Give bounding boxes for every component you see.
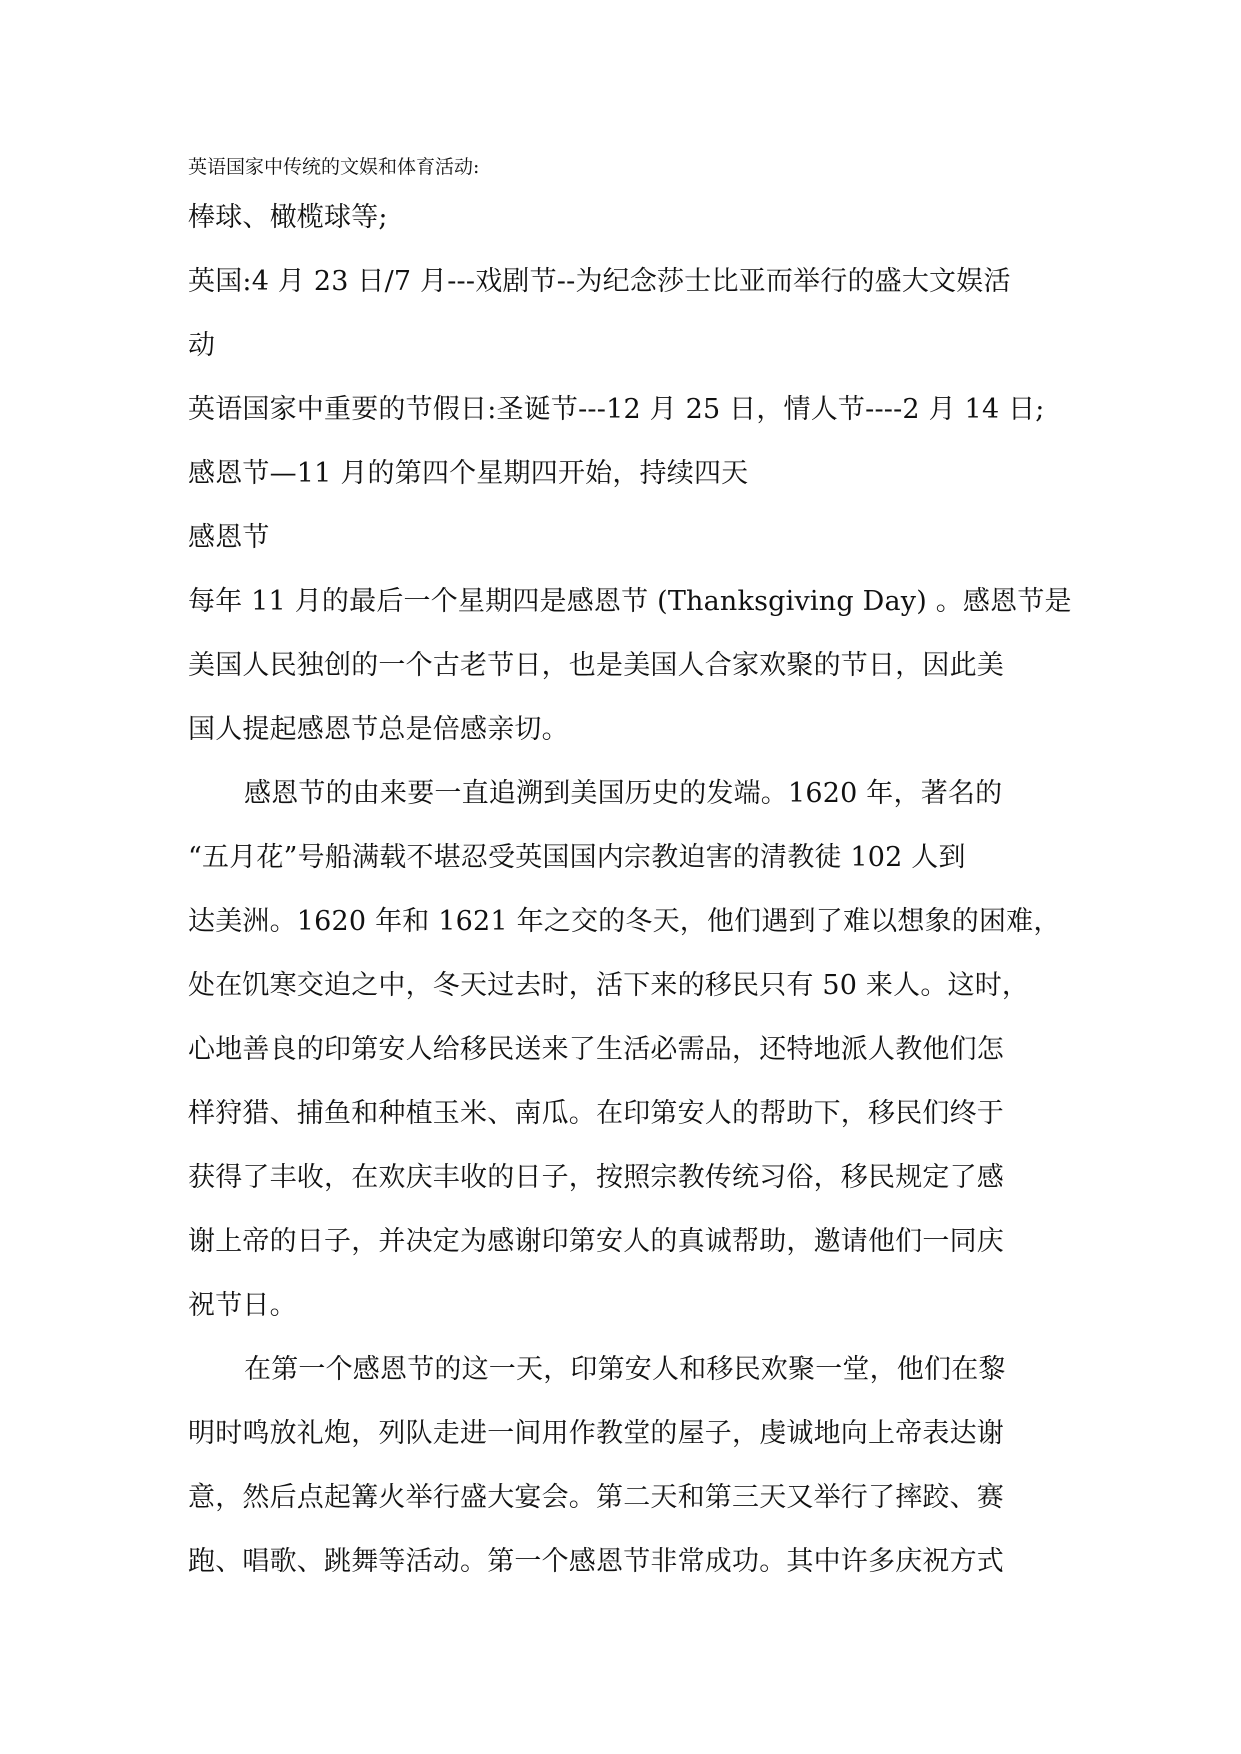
text-line: 获得了丰收，在欢庆丰收的日子，按照宗教传统习俗，移民规定了感 [188,1162,1004,1193]
paragraph-first-line: 在第一个感恩节的这一天，印第安人和移民欢聚一堂，他们在黎 [244,1354,1006,1385]
text-line: 意，然后点起篝火举行盛大宴会。第二天和第三天又举行了摔跤、赛 [188,1482,1004,1513]
text-line: 英语国家中重要的节假日:圣诞节---12 月 25 日，情人节----2 月 14 日; [188,394,1045,425]
paragraph-first-line: 感恩节的由来要一直追溯到美国历史的发端。1620 年，著名的 [244,778,1003,809]
text-line: 处在饥寒交迫之中，冬天过去时，活下来的移民只有 50 来人。这时， [188,970,1030,1001]
text-line: 样狩猎、捕鱼和种植玉米、南瓜。在印第安人的帮助下，移民们终于 [188,1098,1004,1129]
text-line: 每年 11 月的最后一个星期四是感恩节 (Thanksgiving Day) 。感恩节是 [188,586,1072,617]
text-line: 达美洲。1620 年和 1621 年之交的冬天，他们遇到了难以想象的困难， [188,906,1061,937]
text-line: “五月花”号船满载不堪忍受英国国内宗教迫害的清教徒 102 人到 [188,842,966,873]
text-line: 祝节日。 [188,1290,297,1321]
text-line: 英国:4 月 23 日/7 月---戏剧节--为纪念莎士比亚而举行的盛大文娱活 [188,266,1011,297]
text-line: 国人提起感恩节总是倍感亲切。 [188,714,569,745]
subheading-thanksgiving: 感恩节 [188,522,270,553]
section-heading: 英语国家中传统的文娱和体育活动: [188,156,480,178]
text-line: 动 [188,330,216,361]
text-line: 心地善良的印第安人给移民送来了生活必需品，还特地派人教他们怎 [188,1034,1004,1065]
document-body [188,148,1072,1594]
text-line: 棒球、橄榄球等; [188,202,388,233]
text-line: 谢上帝的日子，并决定为感谢印第安人的真诚帮助，邀请他们一同庆 [188,1226,1004,1257]
text-line: 跑、唱歌、跳舞等活动。第一个感恩节非常成功。其中许多庆祝方式 [188,1546,1004,1577]
text-line: 感恩节—11 月的第四个星期四开始，持续四天 [188,458,749,489]
text-line: 美国人民独创的一个古老节日，也是美国人合家欢聚的节日，因此美 [188,650,1004,681]
text-line: 明时鸣放礼炮，列队走进一间用作教堂的屋子，虔诚地向上帝表达谢 [188,1418,1004,1449]
